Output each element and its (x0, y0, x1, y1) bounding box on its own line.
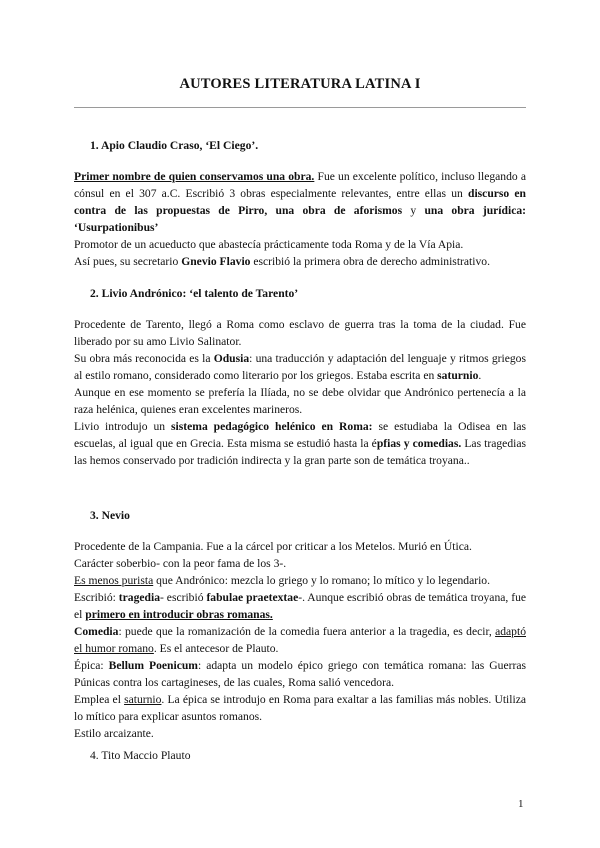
text-run: que Andrónico: mezcla lo griego y lo romano; lo mítico y lo legendario. (153, 574, 490, 587)
title-divider (74, 107, 526, 108)
section-3-heading: 3. Nevio (90, 509, 130, 522)
text-run: saturnio (437, 369, 479, 382)
section-3-body (74, 538, 526, 742)
text-run: escribió la primera obra de derecho administrativo. (250, 255, 490, 268)
text-run: . Es el antecesor de Plauto. (153, 642, 279, 655)
text-run: - escribió (160, 591, 207, 604)
text-run: Procedente de la Campania. Fue a la cárcel por criticar a los Metelos. Murió en Útica. (74, 540, 472, 553)
text-run: Bellum Poenicum (108, 659, 198, 672)
paragraph (74, 691, 526, 725)
paragraph (74, 589, 526, 623)
text-run: saturnio (124, 693, 162, 706)
paragraph (74, 384, 526, 418)
text-run: Las tragedias las hemos conservado por tradición indirecta y la gran parte son de temática troyana.. (74, 437, 527, 467)
section-4-heading: 4. Tito Maccio Plauto (90, 749, 191, 762)
text-run: Escribió: (74, 591, 119, 604)
paragraph (74, 538, 526, 555)
text-run: Su obra más reconocida es la (74, 352, 214, 365)
text-run: Gnevio Flavio (181, 255, 251, 268)
text-run: Aunque en ese momento se prefería la Ilíada, no se debe olvidar que Andrónico pertenecía a la raza helénica, quienes eran excelentes marineros. (74, 386, 526, 416)
text-run: Es menos purista (74, 574, 154, 587)
text-run: : puede que la romanización de la comedia fuera anterior a la tragedia, es decir, (118, 625, 496, 638)
text-run: adaptó el humor romano (74, 625, 526, 655)
section-2-heading: 2. Livio Andrónico: ‘el talento de Tarento’ (90, 287, 299, 300)
paragraph (74, 236, 526, 253)
section-1-heading: 1. Apio Claudio Craso, ‘El Ciego’. (90, 139, 259, 152)
text-run: Comedia (74, 625, 119, 638)
text-run: Primer nombre de quien conservamos una obra. (74, 170, 315, 183)
text-run: Épica: (74, 659, 109, 672)
text-run: Estilo arcaizante. (74, 727, 154, 740)
text-run: Fue un excelente político, incluso llegando a cónsul en el 307 a.C. Escribió 3 obras especialmente relevantes, entre ellas un (74, 170, 526, 200)
text-run: fabulae praetextae (206, 591, 299, 604)
paragraph (74, 623, 526, 657)
paragraph (74, 725, 526, 742)
paragraph (74, 555, 526, 572)
text-run: pfias y comedias. (376, 437, 462, 450)
text-run: . La épica se introdujo en Roma para exaltar a las familias más nobles. Utiliza lo mítico para explicar asuntos romanos. (74, 693, 526, 723)
text-run: una obra jurídica: ‘Usurpationibus’ (74, 204, 527, 234)
text-run: . (478, 369, 482, 382)
text-run: : adapta un modelo épico griego con temática romana: las Guerras Púnicas contra los cartagineses, de las cuales, Roma salió vencedora. (74, 659, 526, 689)
text-run: Emplea el (74, 693, 125, 706)
text-run: y (402, 204, 425, 217)
text-run: Odusia (213, 352, 250, 365)
text-run: Promotor de un acueducto que abastecía prácticamente toda Roma y de la Vía Apia. (74, 238, 464, 251)
paragraph (74, 253, 526, 270)
text-run: se estudiaba la Odisea en las escuelas, al igual que en Grecia. Esta misma se estudió hasta la é (74, 420, 526, 450)
paragraph (74, 657, 526, 691)
paragraph (74, 316, 526, 350)
paragraph (74, 350, 526, 384)
text-run: tragedia (118, 591, 161, 604)
text-run: Procedente de Tarento, llegó a Roma como esclavo de guerra tras la toma de la ciudad. Fue liberado por su amo Livio Salinator. (74, 318, 526, 348)
section-1-body (74, 168, 526, 270)
page-number: 1 (518, 798, 524, 810)
text-run: -. Aunque escribió obras de temática troyana, fue el (74, 591, 527, 621)
text-run: Así pues, su secretario (74, 255, 182, 268)
text-run: : una traducción y adaptación del lenguaje y ritmos griegos al estilo romano, considerado como literario por los griegos. Estaba escrita en (74, 352, 526, 382)
section-2-body (74, 316, 526, 469)
paragraph (74, 168, 526, 236)
paragraph (74, 572, 526, 589)
text-run: primero en introducir obras romanas. (85, 608, 273, 621)
paragraph (74, 418, 526, 469)
text-run: Carácter soberbio- con la peor fama de los 3-. (74, 557, 287, 570)
text-run: discurso en contra de las propuestas de Pirro, una obra de aforismos (74, 187, 526, 217)
document-title: AUTORES LITERATURA LATINA I (179, 76, 421, 92)
text-run: Livio introdujo un (74, 420, 172, 433)
text-run: sistema pedagógico helénico en Roma: (171, 420, 373, 433)
